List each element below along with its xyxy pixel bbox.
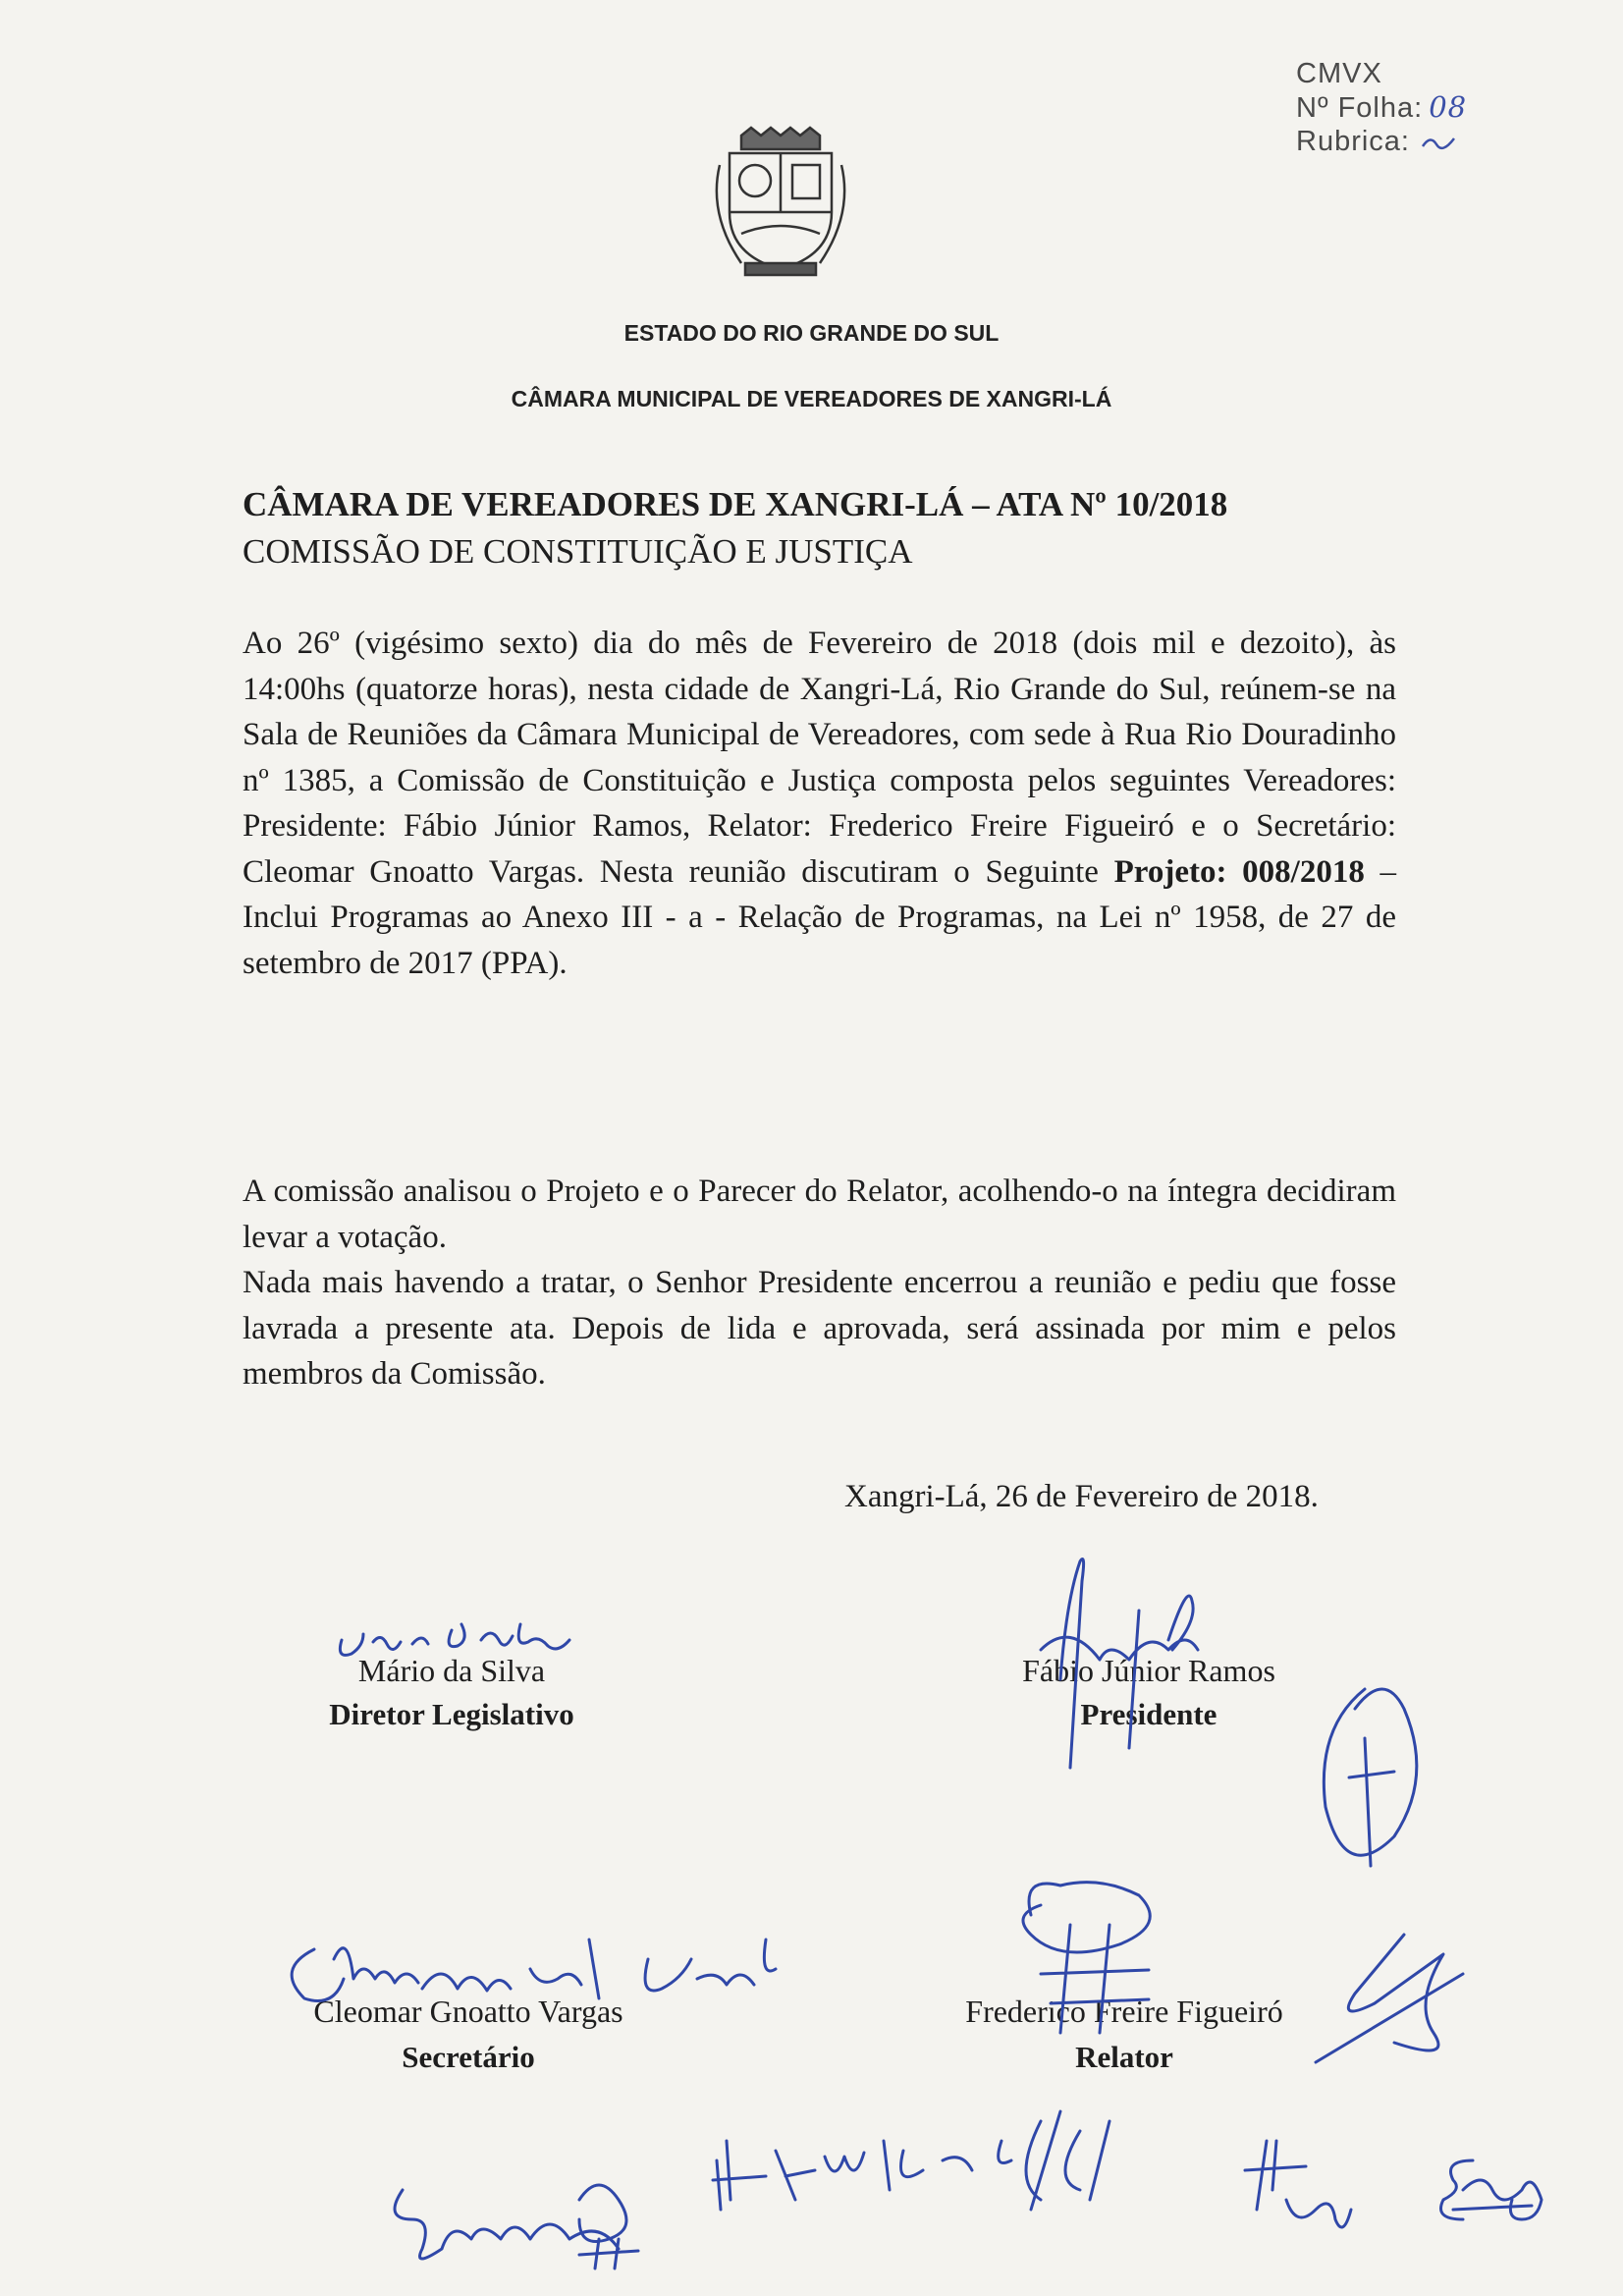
handwritten-signature-bottom-left: [383, 2160, 717, 2269]
document-title: CÂMARA DE VEREADORES DE XANGRI-LÁ – ATA Nº 10/2018: [243, 485, 1228, 523]
handwritten-initials-2: [1296, 1915, 1492, 2072]
stamp-folha: [1296, 90, 1467, 125]
signer-role: Secretário: [402, 2040, 535, 2074]
handwritten-signature-hamilton: [707, 2102, 1217, 2219]
state-header: ESTADO DO RIO GRANDE DO SUL: [623, 320, 1000, 346]
document-subtitle: COMISSÃO DE CONSTITUIÇÃO E JUSTIÇA: [243, 532, 913, 571]
signer-role: Diretor Legislativo: [329, 1697, 574, 1731]
opening-text: Ao 26º (vigésimo sexto) dia do mês de Fevereiro de 2018 (dois mil e dezoito), às 14:00hs (quatorze horas), nesta cidade de Xangri-Lá, Rio Grande do Sul, reúnem-se na Sala de Reuniões da Câmara Municipal de Vereadores, com sede à Rua Rio Douradinho nº 1385, a Comissão de Constituição e Justiça composta pelos seguintes Vereadores: Presidente: Fábio Júnior Ramos, Relator: Frederico Freire Figueiró e o Secretário: Cleomar Gnoatto Vargas. Nesta reunião discutiram o Seguinte: [243, 626, 1396, 890]
handwritten-initials-3: [1237, 2131, 1355, 2239]
stamp-folha-label: Nº Folha:: [1296, 92, 1424, 124]
signer-name: Mário da Silva: [357, 1653, 546, 1688]
stamp-rubrica-label: Rubrica:: [1296, 126, 1410, 157]
place-date: Xangri-Lá, 26 de Fevereiro de 2018.: [844, 1479, 1319, 1514]
handwritten-signature-vargas: [275, 1930, 825, 2028]
stamp-folha-value: 08: [1429, 90, 1468, 124]
rubrica-mark-icon: [1419, 133, 1458, 152]
handwritten-signature-figueiro: [1001, 1876, 1178, 2043]
stamp-rubrica: [1296, 125, 1467, 158]
handwritten-signature-silva: [334, 1611, 589, 1669]
signer-name: Fábio Júnior Ramos: [1022, 1653, 1275, 1688]
handwritten-initials-4: [1434, 2151, 1551, 2239]
minutes-paragraph-analysis: A comissão analisou o Projeto e o Parecer do Relator, acolhendo-o na íntegra decidiram levar a votação.: [243, 1174, 1396, 1255]
chamber-header: CÂMARA MUNICIPAL DE VEREADORES DE XANGRI-LÁ: [511, 386, 1112, 411]
protocol-stamp: [1296, 57, 1467, 158]
minutes-paragraph-opening: [243, 621, 1396, 986]
signer-role: Presidente: [1080, 1697, 1217, 1731]
signer-name: Cleomar Gnoatto Vargas: [313, 1994, 623, 2029]
signer-role: Relator: [1075, 2040, 1173, 2074]
project-description: – Inclui Programas ao Anexo III - a - Relação de Programas, na Lei nº 1958, de 27 de setembro de 2017 (PPA).: [243, 853, 1397, 981]
stamp-cmvx: CMVX: [1296, 58, 1382, 89]
handwritten-signature-ramos: [1021, 1542, 1257, 1777]
project-number: Projeto: 008/2018: [1113, 853, 1365, 890]
coat-of-arms-icon: [702, 126, 859, 283]
handwritten-initials-1: [1306, 1669, 1443, 1895]
signer-name: Frederico Freire Figueiró: [965, 1994, 1283, 2029]
minutes-paragraph-closing: Nada mais havendo a tratar, o Senhor Presidente encerrou a reunião e pediu que fosse lavrada a presente ata. Depois de lida e aprovada, será assinada por mim e pelos membros da Comissão.: [243, 1265, 1396, 1392]
